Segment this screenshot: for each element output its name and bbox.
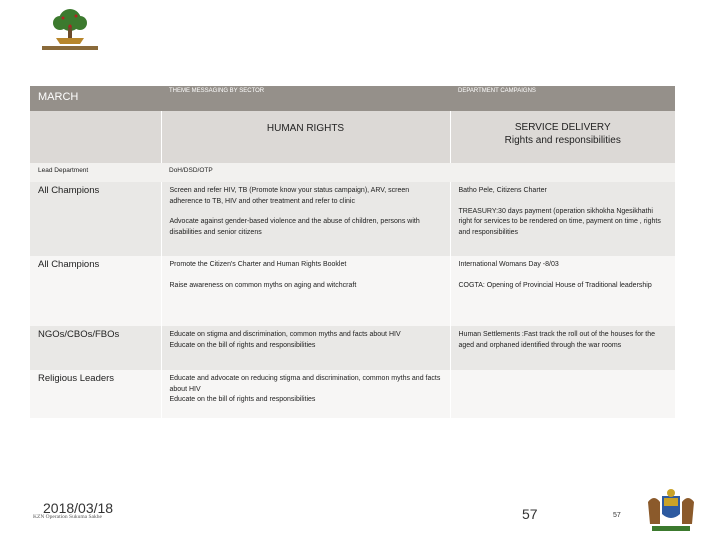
footer-date: 2018/03/18 [43,500,114,516]
message-item: Advocate against gender-based violence and the abuse of children, persons with disabilities and senior citizens [169,218,420,236]
message-cell [161,326,450,370]
coat-of-arms-logo [640,488,702,536]
campaigns-column-header: DEPARTMENT CAMPAIGNS [450,86,675,111]
campaign-title: SERVICE DELIVERY [514,122,611,133]
page-number: 57 [522,506,538,522]
theme-subheader-row [30,111,675,163]
message-item: Screen and refer HIV, TB (Promote know your status campaign), ARV, screen adherence to TB, HIV and other treatment and refer to clinic [169,187,410,205]
campaign-heading [450,111,675,163]
campaign-item: COGTA: Opening of Provincial House of Traditional leadership [458,281,652,289]
message-cell [161,182,450,256]
message-item: Educate on stigma and discrimination, common myths and facts about HIV [169,331,401,338]
page-number-small: 57 [613,512,621,519]
message-cell [161,370,450,418]
campaign-cell [450,256,675,326]
campaign-cell [450,182,675,256]
target-group: Religious Leaders [30,370,161,418]
footer-organisation: KZN Operation Sukuma Sakhe [33,514,102,520]
campaign-item: Batho Pele, Citizens Charter [458,187,547,194]
theme-messaging-table [30,86,675,418]
lead-department-row [30,163,675,182]
campaign-cell [450,326,675,370]
message-item: Educate and advocate on reducing stigma and discrimination, common myths and facts about HIV [169,375,441,393]
campaign-item: Human Settlements :Fast track the roll out of the houses for the aged and orphaned identified through the war rooms [458,331,655,349]
table-row [30,256,675,326]
month-label: MARCH [30,86,161,111]
campaign-item: International Womans Day -8/03 [458,261,559,268]
target-group: All Champions [30,256,161,326]
message-item: Raise awareness on common myths on aging and witchcraft [169,281,357,289]
message-item: Educate on the bill of rights and responsibilities [169,396,316,403]
lead-department-label: Lead Department [30,163,161,182]
table-header-row [30,86,675,111]
target-group: NGOs/CBOs/FBOs [30,326,161,370]
campaign-cell [450,370,675,418]
theme-column-header: THEME MESSAGING BY SECTOR [161,86,450,111]
table-row [30,326,675,370]
message-cell [161,256,450,326]
target-group: All Champions [30,182,161,256]
table-row [30,370,675,418]
theme-title: HUMAN RIGHTS [161,111,450,163]
campaign-item: TREASURY:30 days payment (operation sikhokha Ngesikhathi right for services to be rendered on time, payment on time , rights and responsibilities [458,207,661,236]
message-item: Promote the Citizen's Charter and Human Rights Booklet [169,261,347,268]
message-item: Educate on the bill of rights and responsibilities [169,341,316,349]
provincial-crest-logo [30,6,110,52]
table-row [30,182,675,256]
campaign-subtitle: Rights and responsibilities [504,135,621,146]
lead-department-value: DoH/DSD/OTP [161,163,450,182]
